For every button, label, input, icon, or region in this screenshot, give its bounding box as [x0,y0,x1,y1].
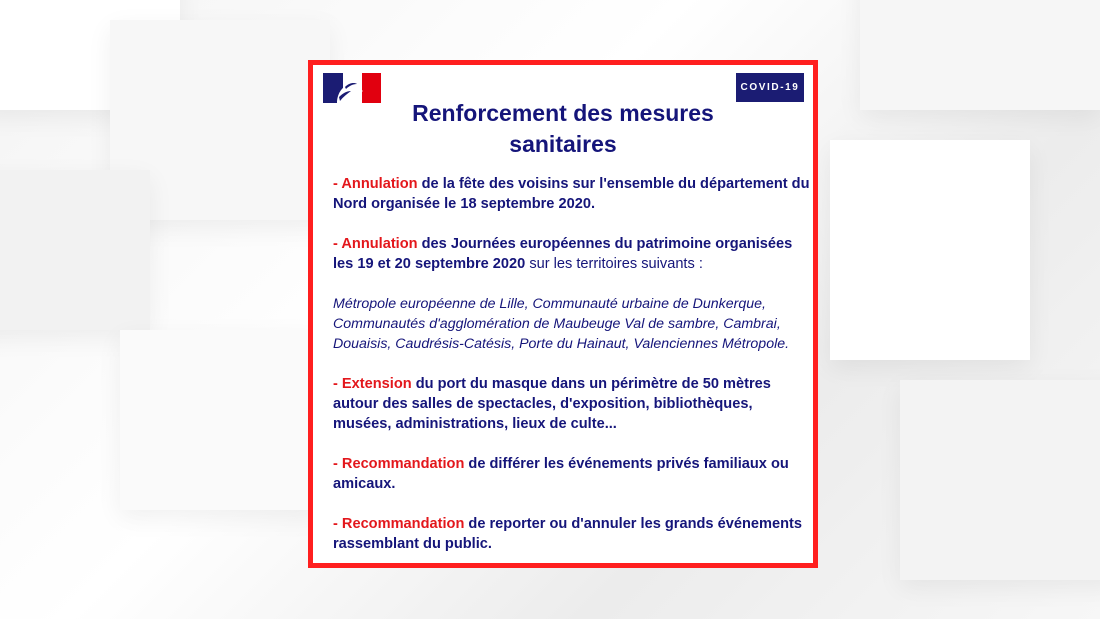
background-tile [860,0,1100,110]
announcement-card [308,60,818,568]
measure-item [333,454,813,494]
title-line-2: sanitaires [509,131,617,157]
measure-lead: - Annulation [333,236,418,252]
measure-lead: - Recommandation [333,516,465,532]
measure-lead: - Recommandation [333,456,465,472]
measure-text: des Journées européennes du patrimoine organisées les 19 et 20 septembre 2020 [333,236,793,272]
measure-lead: - Extension [333,376,412,392]
background-tile [900,380,1100,580]
territories-list: Métropole européenne de Lille, Communauté urbaine de Dunkerque, Communautés d'agglomération de Maubeuge Val de sambre, Cambrai, Douaisis, Caudrésis-Catésis, Porte du Hainaut, Valenciennes Métropole. [333,296,790,352]
measure-text: de la fête des voisins sur l'ensemble du département du Nord organisée le 18 septembre 2020. [333,176,810,212]
measure-item [333,234,813,274]
measure-text: du port du masque dans un périmètre de 50 mètres autour des salles de spectacles, d'exposition, bibliothèques, musées, administrations, lieux de culte... [333,376,771,432]
background-tile [120,330,320,510]
measures-list [333,174,813,554]
measure-tail: sur les territoires suivants : [525,256,703,272]
measure-item [333,514,813,554]
measure-lead: - Annulation [333,176,418,192]
measure-item [333,174,813,214]
covid-badge: COVID-19 [736,73,804,102]
measure-text: de reporter ou d'annuler les grands événements rassemblant du public. [333,516,802,552]
background-tile [830,140,1030,360]
measure-item [333,374,813,434]
background-tile [0,170,150,330]
title-line-1: Renforcement des mesures [412,100,714,126]
page-title [353,98,773,160]
measure-text: de différer les événements privés familiaux ou amicaux. [333,456,789,492]
